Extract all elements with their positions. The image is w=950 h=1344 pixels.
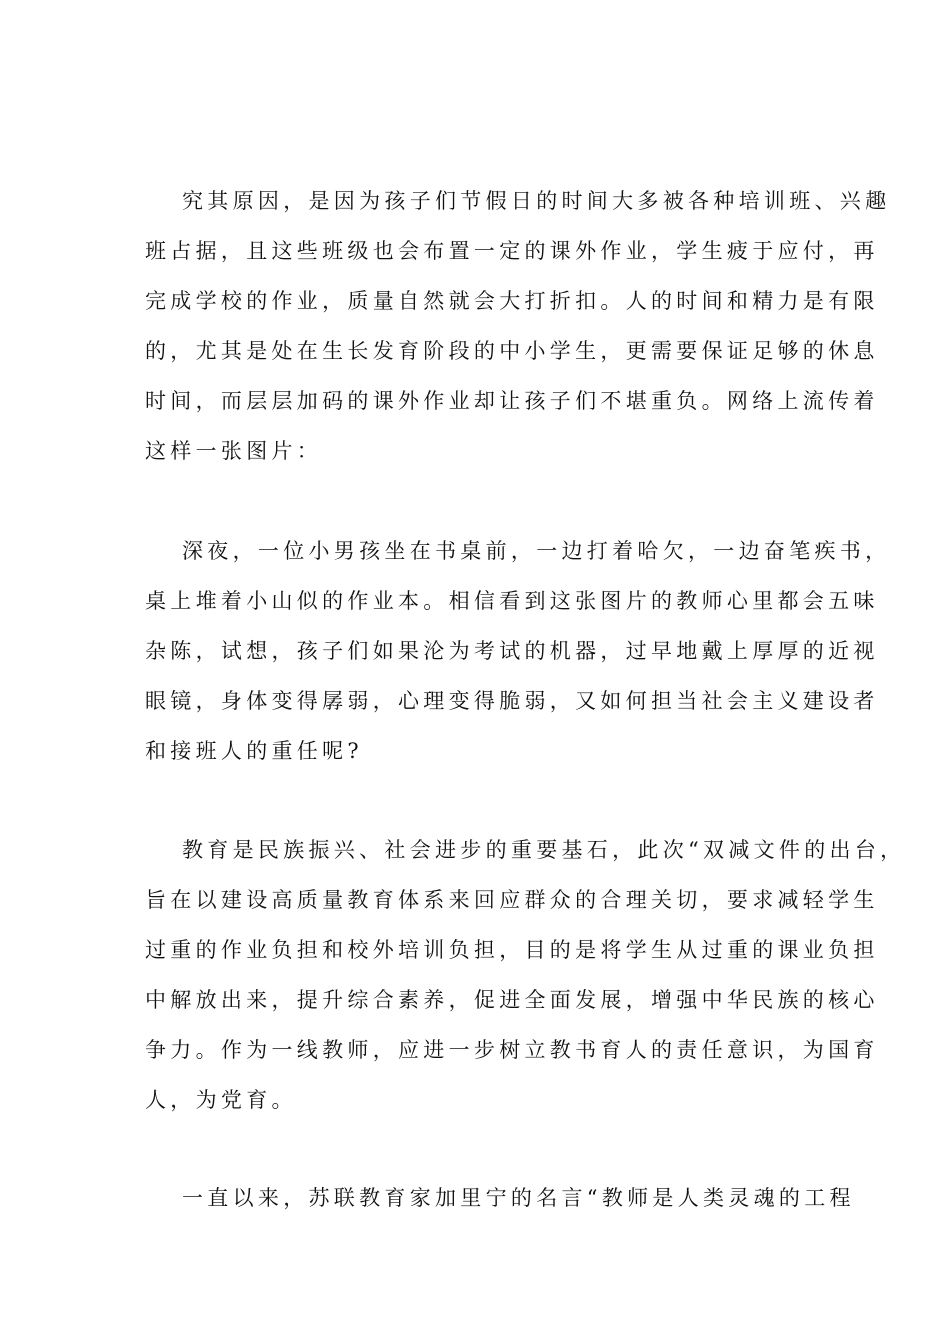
paragraph-3 (145, 825, 906, 1125)
paragraph-line: 班占据，且这些班级也会布置一定的课外作业，学生疲于应付，再 (145, 239, 879, 263)
paragraph-line: 究其原因，是因为孩子们节假日的时间大多被各种培训班、兴趣 (182, 189, 891, 213)
paragraph-line: 和接班人的重任呢? (145, 739, 363, 763)
paragraph-line: 深夜，一位小男孩坐在书桌前，一边打着哈欠，一边奋笔疾书， (182, 539, 891, 563)
paragraph-4 (145, 1173, 855, 1223)
paragraph-line: 的，尤其是处在生长发育阶段的中小学生，更需要保证足够的休息 (145, 339, 879, 363)
paragraph-line: 旨在以建设高质量教育体系来回应群众的合理关切，要求减轻学生 (145, 888, 879, 912)
paragraph-line: 争力。作为一线教师，应进一步树立教书育人的责任意识，为国育 (145, 1038, 879, 1062)
paragraph-line: 教育是民族振兴、社会进步的重要基石，此次“双减文件的出台， (182, 838, 906, 862)
paragraph-2 (145, 526, 891, 776)
paragraph-line: 杂陈，试想，孩子们如果沦为考试的机器，过早地戴上厚厚的近视 (145, 639, 879, 663)
paragraph-line: 一直以来，苏联教育家加里宁的名言“教师是人类灵魂的工程 (182, 1186, 855, 1210)
paragraph-line: 中解放出来，提升综合素养，促进全面发展，增强中华民族的核心 (145, 988, 879, 1012)
paragraph-line: 这样一张图片： (145, 439, 323, 463)
paragraph-1 (145, 176, 891, 476)
paragraph-line: 完成学校的作业，质量自然就会大打折扣。人的时间和精力是有限 (145, 289, 879, 313)
paragraph-line: 时间，而层层加码的课外作业却让孩子们不堪重负。网络上流传着 (145, 389, 879, 413)
paragraph-line: 过重的作业负担和校外培训负担，目的是将学生从过重的课业负担 (145, 938, 879, 962)
paragraph-line: 人，为党育。 (145, 1088, 297, 1112)
paragraph-line: 眼镜，身体变得孱弱，心理变得脆弱，又如何担当社会主义建设者 (145, 689, 879, 713)
paragraph-line: 桌上堆着小山似的作业本。相信看到这张图片的教师心里都会五味 (145, 589, 879, 613)
